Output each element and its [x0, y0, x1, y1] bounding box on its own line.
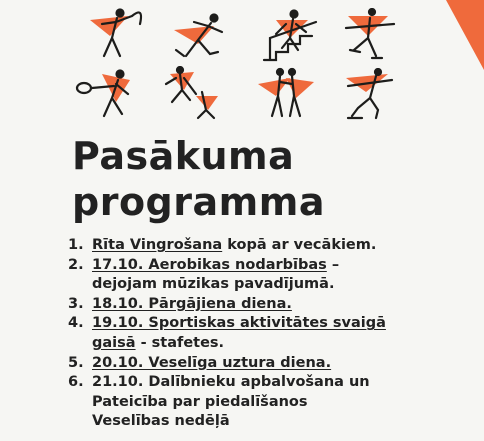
- item-number: 3.: [68, 295, 84, 312]
- item-text: –: [326, 256, 340, 273]
- program-item-6-continuation-2: Veselības nedēļā: [92, 413, 230, 430]
- item-text-underlined: 17.10. Aerobikas nodarbības: [92, 256, 327, 273]
- program-item-5: [68, 354, 386, 374]
- swimming-icon: [336, 68, 406, 124]
- program-item-2-continuation: dejojam mūzikas pavadījumā.: [92, 276, 335, 293]
- running-icon: [164, 10, 234, 66]
- item-number: 2.: [68, 256, 84, 273]
- program-item-4: [68, 314, 386, 334]
- item-text-underlined: Rīta Vingrošana: [92, 237, 223, 253]
- tennis-icon: [72, 68, 142, 124]
- sport-pictograms: [60, 0, 420, 124]
- item-text-underlined: 20.10. Veselīga uztura diena.: [92, 354, 332, 371]
- title-line-2: programma: [72, 180, 325, 224]
- program-item-4-continuation: [68, 334, 386, 354]
- jump-rope-icon: [82, 6, 152, 62]
- program-list: [68, 236, 386, 432]
- item-text-underlined: 19.10. Sportiskas aktivitātes svaigā: [92, 315, 386, 332]
- program-item-6: [68, 373, 386, 393]
- item-number: 1.: [68, 237, 84, 253]
- program-item-1: [68, 236, 386, 256]
- orange-corner-accent: [446, 0, 484, 70]
- relay-run-icon: [156, 66, 226, 122]
- program-item-6-continuation: Pateicība par piedalīšanos: [92, 393, 308, 410]
- item-text: 21.10. Dalībnieku apbalvošana un: [92, 374, 370, 391]
- item-text-underlined: gaisā: [92, 334, 136, 351]
- program-item-3: [68, 295, 386, 315]
- dancing-couple-icon: [252, 66, 322, 122]
- stairs-climbing-icon: [256, 8, 326, 64]
- item-text-underlined: 18.10. Pārgājiena diena.: [92, 295, 292, 312]
- item-number: 5.: [68, 354, 84, 371]
- title-line-1: Pasākuma: [72, 134, 295, 178]
- program-item-2: [68, 256, 386, 276]
- item-number: 4.: [68, 315, 84, 332]
- item-text: - stafetes.: [135, 334, 225, 351]
- skating-icon: [336, 8, 406, 64]
- item-text: kopā ar vecākiem.: [222, 237, 377, 253]
- item-number: 6.: [68, 374, 84, 391]
